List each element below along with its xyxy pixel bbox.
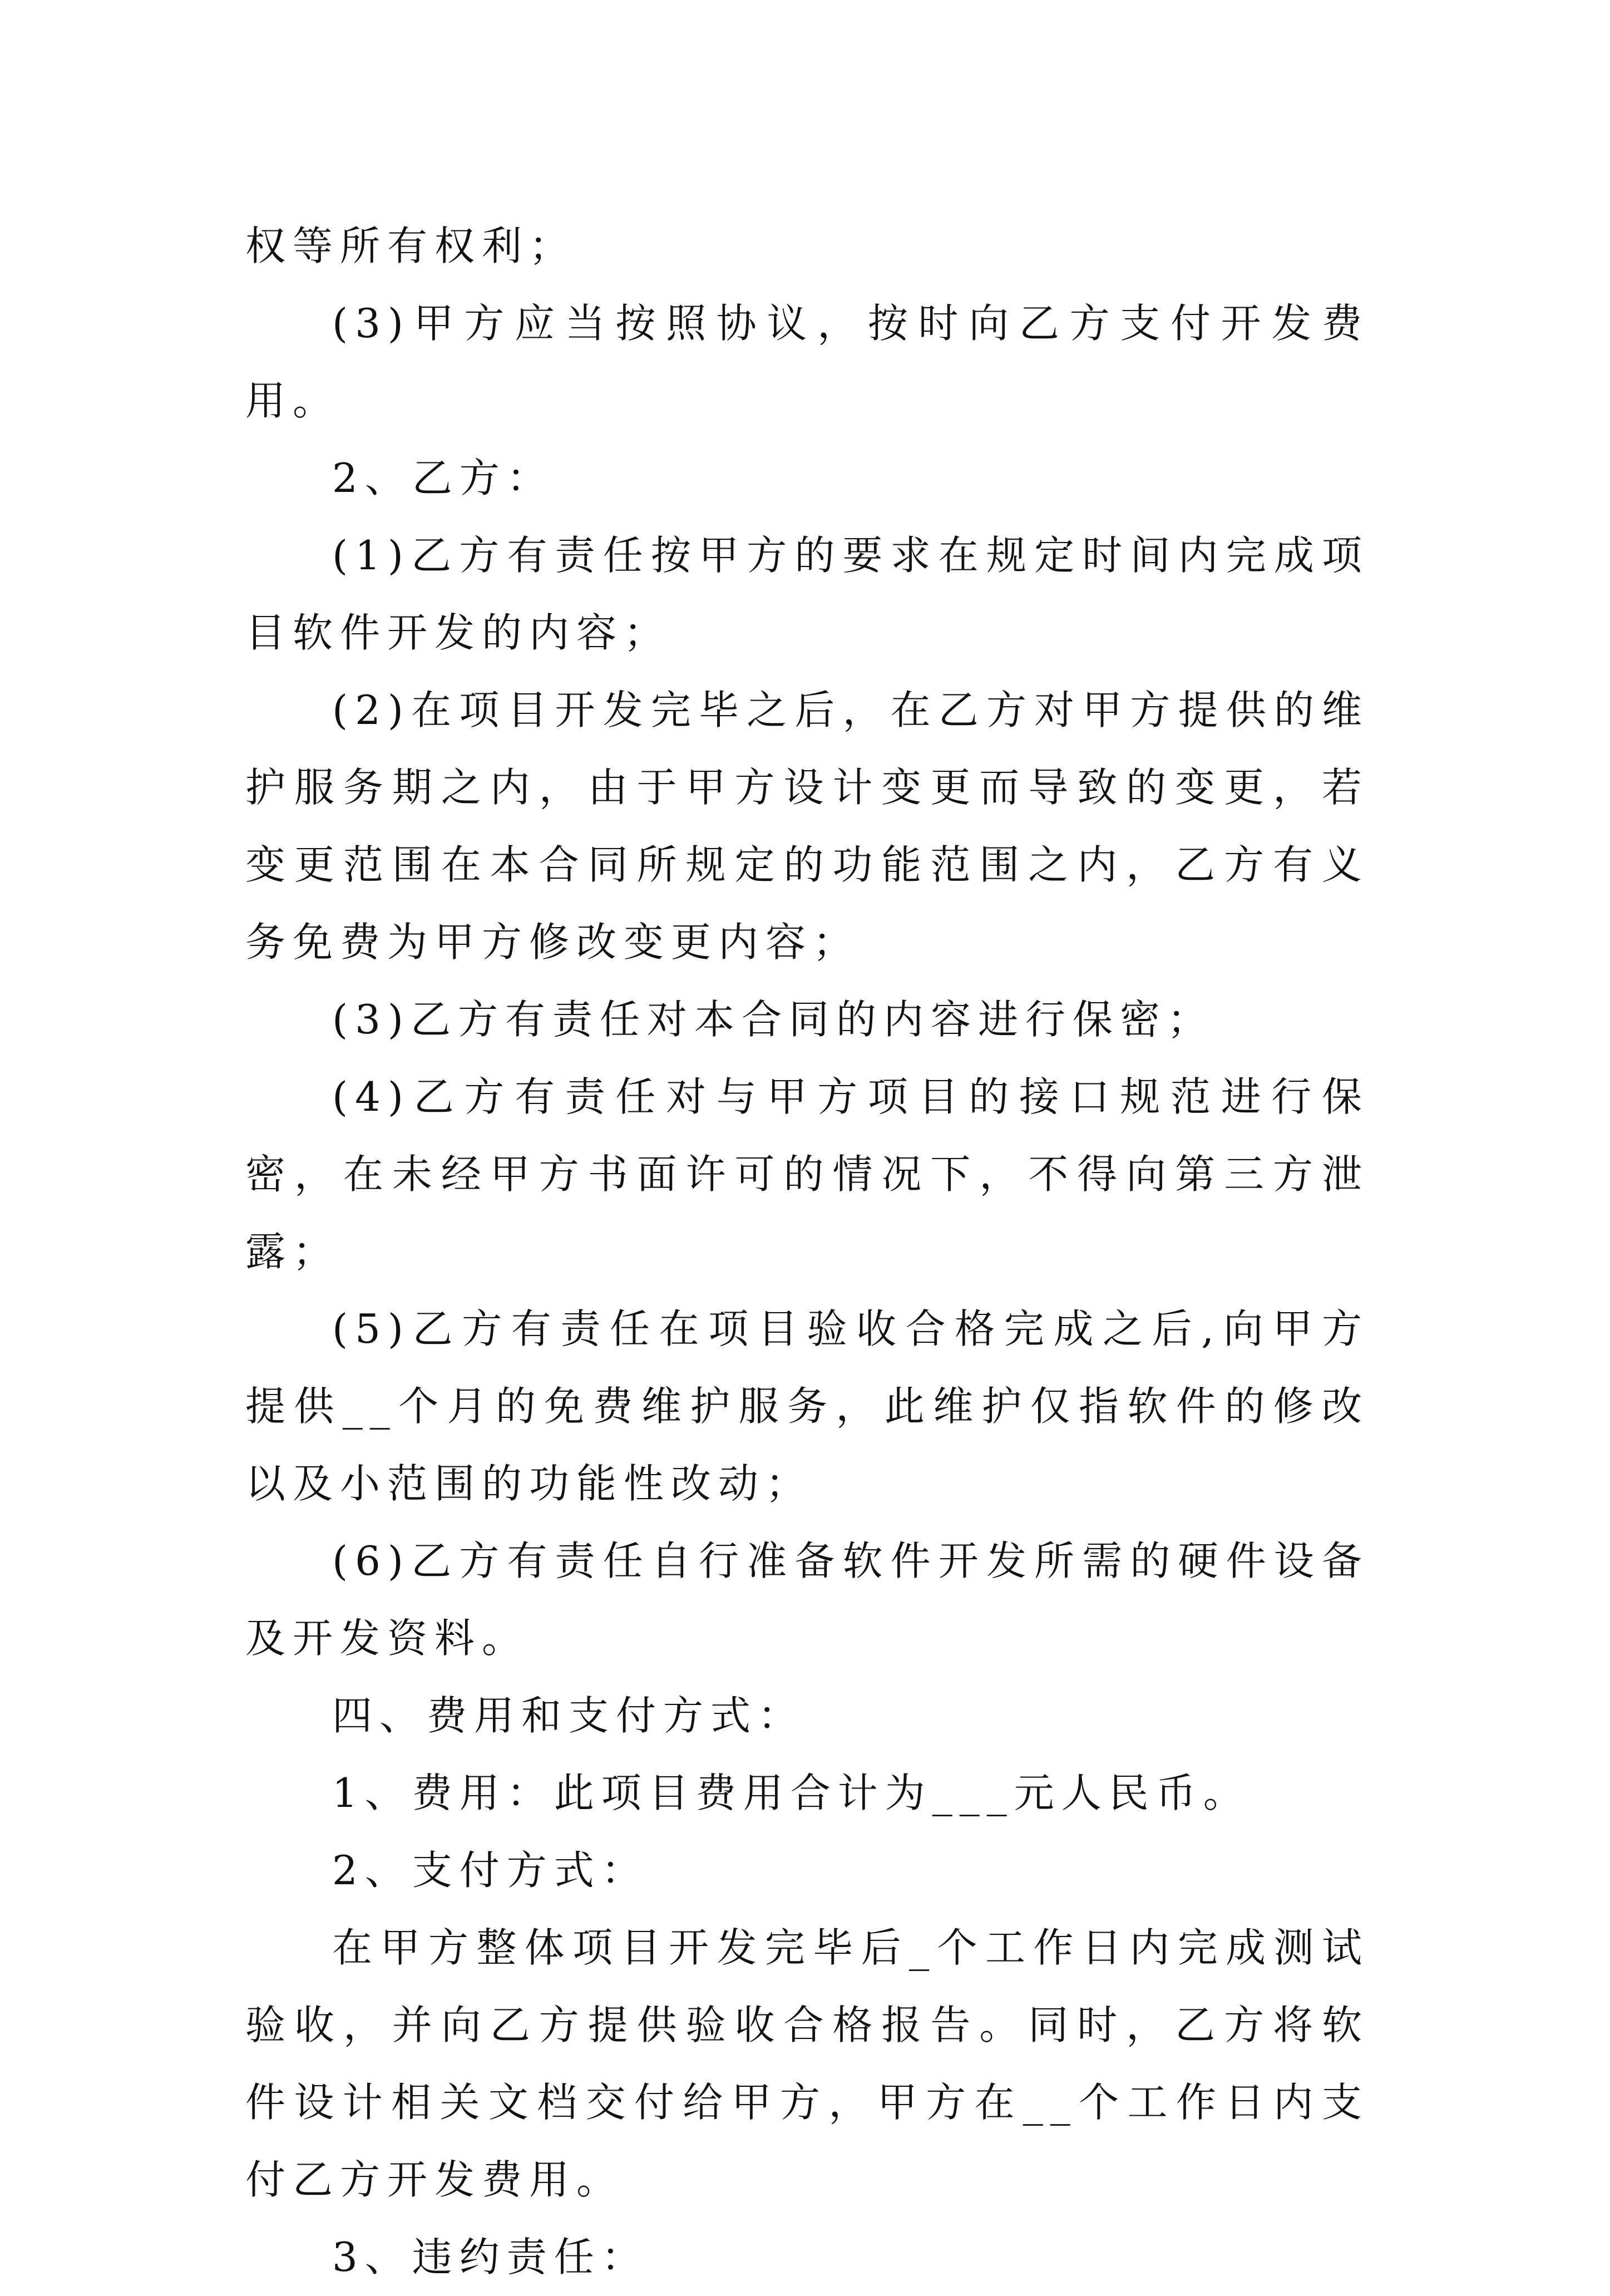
paragraph-payment-method: 在甲方整体项目开发完毕后_个工作日内完成测试验收，并向乙方提供验收合格报告。同时，乙方将软件设计相关文档交付给甲方，甲方在__个工作日内支付乙方开发费用。 — [245, 1924, 1369, 2203]
heading-fees-and-payment: 四、费用和支付方式： — [332, 1692, 806, 1739]
paragraph-fees: 1、费用：此项目费用合计为___元人民币。 — [332, 1770, 1251, 1816]
paragraph-party-b-duty-2: (2)在项目开发完毕之后，在乙方对甲方提供的维护服务期之内，由于甲方设计变更而导致的变更，若变更范围在本合同所规定的功能范围之内，乙方有义务免费为甲方修改变更内容； — [245, 687, 1369, 965]
paragraph-party-b-duty-4: (4)乙方有责任对与甲方项目的接口规范进行保密，在未经甲方书面许可的情况下，不得向第三方泄露； — [245, 1073, 1369, 1275]
paragraph-party-b-duty-6: (6)乙方有责任自行准备软件开发所需的硬件设备及开发资料。 — [245, 1538, 1369, 1662]
paragraph-party-b-duty-5: (5)乙方有责任在项目验收合格完成之后,向甲方提供__个月的免费维护服务，此维护仅指软件的修改以及小范围的功能性改动； — [245, 1305, 1369, 1507]
paragraph-party-b-duty-3: (3)乙方有责任对本合同的内容进行保密； — [332, 996, 1214, 1043]
heading-payment-method: 2、支付方式： — [332, 1847, 649, 1894]
document-body — [245, 208, 1369, 2296]
heading-breach-liability: 3、违约责任： — [332, 2234, 649, 2280]
paragraph-party-b-duty-1: (1)乙方有责任按甲方的要求在规定时间内完成项目软件开发的内容； — [245, 532, 1369, 656]
paragraph-rights-continued: 权等所有权利； — [245, 223, 577, 269]
heading-party-b: 2、乙方： — [332, 455, 554, 501]
paragraph-party-a-payment: (3)甲方应当按照协议，按时向乙方支付开发费用。 — [245, 300, 1369, 424]
